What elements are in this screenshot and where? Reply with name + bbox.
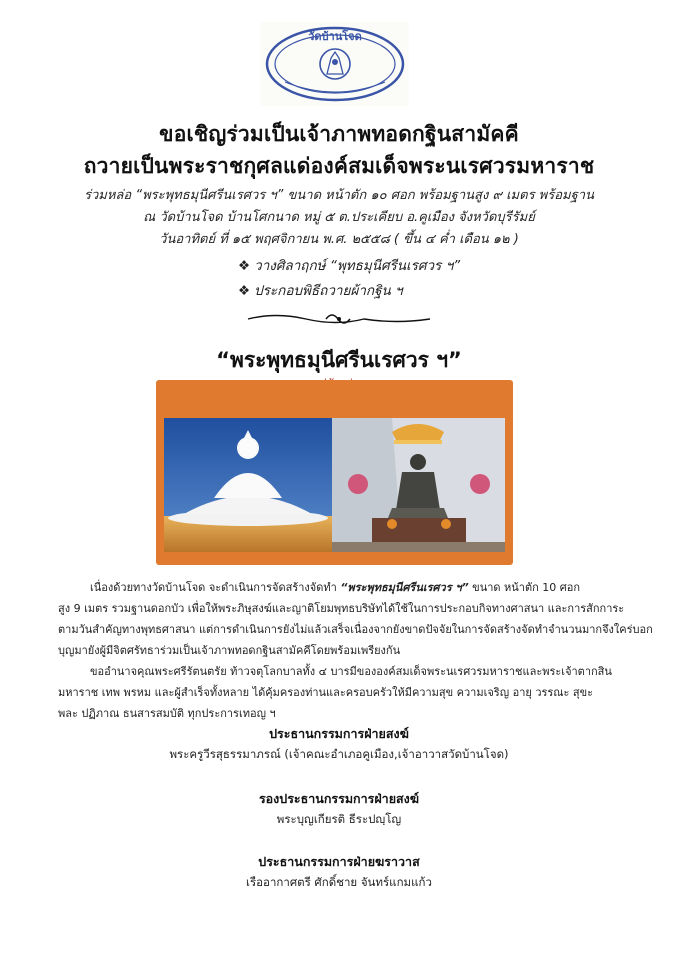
committee-role: ประธานกรรมการฝ่ายฆราวาส <box>258 854 420 869</box>
body-emphasis: “พระพุทธมุนีศรีนเรศวร ฯ” <box>340 581 469 594</box>
committee-person: เรืออากาศตรี ศักดิ์ชาย จันทร์แกมแก้ว <box>246 875 432 889</box>
ornamental-divider <box>246 308 432 334</box>
statue-name: “พระพุทธมุนีศรีนเรศวร ฯ” <box>216 348 462 372</box>
committee-role: รองประธานกรรมการฝ่ายสงฆ์ <box>258 791 420 806</box>
bullet-item <box>238 279 403 301</box>
body-text: เนื่องด้วยทางวัดบ้านโจด จะดำเนินการจัดสร้างจัดทำ <box>90 581 341 594</box>
body-paragraph-2-line-3: พละ ปฏิภาณ ธนสารสมบัติ ทุกประการเทอญ ฯ <box>58 707 276 720</box>
body-paragraph-1-line-1 <box>90 577 580 598</box>
committee-role: ประธานกรรมการฝ่ายสงฆ์ <box>269 726 409 741</box>
diamond-bullet-icon: ❖ <box>238 283 251 299</box>
diamond-bullet-icon: ❖ <box>238 258 251 274</box>
page-title: ขอเชิญร่วมเป็นเจ้าภาพทอดกฐินสามัคคี <box>159 122 519 146</box>
body-text: ขนาด หน้าตัก 10 ศอก <box>468 581 581 594</box>
committee-person: พระครูวีรสุธรรมาภรณ์ (เจ้าคณะอำเภอคูเมือง,เจ้าอาวาสวัดบ้านโจด) <box>169 747 509 761</box>
detail-line-1: ร่วมหล่อ “พระพุทธมุนีศรีนเรศวร ฯ” ขนาด หน้าตัก ๑๐ ศอก พร้อมฐานสูง ๙ เมตร พร้อมฐาน <box>84 188 594 203</box>
bullet-text: ประกอบพิธีถวายผ้ากฐิน ฯ <box>254 283 403 299</box>
detail-line-3: วันอาทิตย์ ที่ ๑๕ พฤศจิกายน พ.ศ. ๒๕๕๘ ( ขึ้น ๔ ค่ำ เดือน ๑๒ ) <box>159 232 519 247</box>
bullet-text: วางศิลาฤกษ์ “พุทธมุนีศรีนเรศวร ฯ” <box>254 258 461 274</box>
temple-seal-logo <box>261 22 409 106</box>
white-buddha-image <box>164 418 332 552</box>
bullet-item <box>238 254 460 276</box>
body-paragraph-1-line-2: สูง 9 เมตร รวมฐานดอกบัว เพื่อให้พระภิษุสงฆ์และญาติโยมพุทธบริษัทได้ใช้ในการประกอบกิจทางศาสนา และการสักการะ <box>58 602 625 615</box>
statue-photo-frame <box>156 380 513 565</box>
king-statue-image <box>332 418 505 552</box>
body-paragraph-2-line-1: ขออำนาจคุณพระศรีรัตนตรัย ท้าวจตุโลกบาลทั้ง ๔ บารมีขององค์สมเด็จพระนเรศวรมหาราชและพระเจ้าตากสิน <box>90 665 612 678</box>
page-subtitle: ถวายเป็นพระราชกุศลแด่องค์สมเด็จพระนเรศวรมหาราช <box>83 154 595 178</box>
body-paragraph-1-line-4: บุญมายังผู้มีจิตศรัทธาร่วมเป็นเจ้าภาพทอดกฐินสามัคคีโดยพร้อมเพรียงกัน <box>58 644 401 657</box>
seal-text: วัดบ้านโจด <box>308 30 362 43</box>
committee-person: พระบุญเกียรติ ธีระปญฺโญ <box>276 812 402 826</box>
body-paragraph-1-line-3: ตามวันสำคัญทางพุทธศาสนา แต่การดำเนินการยังไม่แล้วเสร็จเนื่องจากยังขาดปัจจัยในการจัดสร้างจัดทำจำนวนมากจึงใคร่บอก <box>58 623 653 636</box>
body-paragraph-2-line-2: มหาราช เทพ พรหม และผู้สำเร็จทั้งหลาย ได้คุ้มครองท่านและครอบครัวให้มีความสุข ความเจริญ อายุ วรรณะ สุขะ <box>58 686 594 699</box>
detail-line-2: ณ วัดบ้านโจด บ้านโศกนาด หมู่ ๕ ต.ประเคียบ อ.คูเมือง จังหวัดบุรีรัมย์ <box>143 210 535 225</box>
